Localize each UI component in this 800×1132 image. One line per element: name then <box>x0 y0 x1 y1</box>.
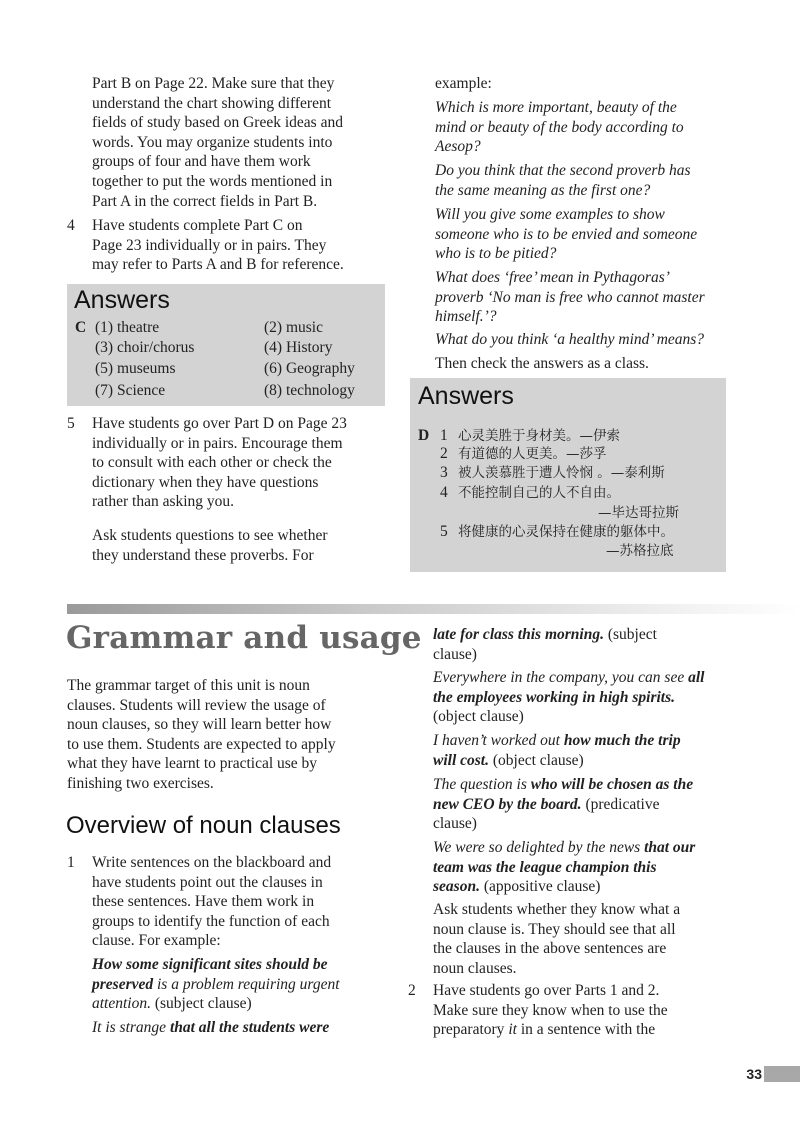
answers-heading: Answers <box>74 286 170 314</box>
clause-text: late for class this morning. <box>433 626 604 643</box>
example-subject-clause-2 <box>92 1018 329 1038</box>
example-label: example: <box>435 75 492 92</box>
example-object-clause-2 <box>433 731 681 770</box>
clause-text: How some significant sites should be <box>92 956 328 973</box>
answer-item: 被人羡慕胜于遭人怜悯 。—泰利斯 <box>458 465 665 481</box>
noun-clause-question <box>433 900 680 978</box>
answer-item: (7) Science <box>95 382 166 399</box>
keyword: it <box>508 1021 517 1039</box>
text-line: who is to be pitied? <box>435 245 557 263</box>
page-number: 33 <box>746 1066 762 1082</box>
answers-label: D <box>418 427 430 444</box>
text-line: Page 23 individually or in pairs. They <box>92 236 327 254</box>
clause-type: (object clause) <box>488 751 584 769</box>
text-line: Aesop? <box>435 138 481 156</box>
step-number: 4 <box>67 217 75 234</box>
text-line: what they have learnt to practical use by <box>67 755 318 773</box>
question-3 <box>435 205 697 264</box>
text-line: mind or beauty of the body according to <box>435 118 684 136</box>
clause-type: (subject clause) <box>150 995 252 1013</box>
step-number: 1 <box>67 854 75 871</box>
text-line: groups to identify the function of each <box>92 912 330 930</box>
text-line: these sentences. Have them work in <box>92 893 315 911</box>
example-object-clause <box>433 668 704 727</box>
clause-text: team was the league champion this <box>433 858 657 876</box>
clause-type: (object clause) <box>433 708 524 726</box>
example-subject-clause-2-cont <box>433 625 657 664</box>
step-number: 2 <box>408 982 416 999</box>
text-line: together to put the words mentioned in <box>92 172 333 190</box>
example-subject-clause <box>92 955 340 1014</box>
text-line: clause. For example: <box>92 932 221 950</box>
answer-number: 2 <box>440 445 448 462</box>
clause-text: will cost. <box>433 751 489 769</box>
answer-item: 有道德的人更美。—莎孚 <box>458 446 607 462</box>
example-appositive-clause <box>433 838 695 897</box>
text-line: Have students complete Part C on <box>92 217 303 234</box>
text-line: words. You may organize students into <box>92 133 333 151</box>
answer-number: 4 <box>440 484 448 501</box>
clause-text: how much the trip <box>563 732 681 749</box>
text-line: What do you think ‘a healthy mind’ means? <box>435 331 705 348</box>
sentence-text: Everywhere in the company, you can see <box>433 669 689 686</box>
answers-heading: Answers <box>418 382 514 410</box>
answer-item: (8) technology <box>264 382 355 399</box>
text-line: himself.’? <box>435 308 497 326</box>
answer-number: 5 <box>440 523 448 540</box>
sentence-text: We were so delighted by the news <box>433 839 645 856</box>
answer-item: (6) Geography <box>264 360 355 377</box>
text-line: groups of four and have them work <box>92 153 311 171</box>
clause-type: (predicative <box>581 795 660 813</box>
answer-item: 将健康的心灵保持在健康的躯体中。 <box>458 524 674 540</box>
answer-item: 心灵美胜于身材美。—伊索 <box>458 428 620 444</box>
text-line: Have students go over Part D on Page 23 <box>92 415 347 432</box>
step-2 <box>408 981 668 1040</box>
text-line: The grammar target of this unit is noun <box>67 677 310 694</box>
part-b-instructions <box>92 74 343 211</box>
text-line: have students point out the clauses in <box>92 873 323 891</box>
text-line: the same meaning as the first one? <box>435 181 651 199</box>
answer-number: 1 <box>440 427 448 444</box>
clause-text: that our <box>644 839 696 856</box>
sentence-text: I haven’t worked out <box>433 732 564 749</box>
answer-attribution: —苏格拉底 <box>606 543 674 559</box>
clause-text: preserved <box>92 975 154 993</box>
answer-item: (2) music <box>264 319 323 336</box>
text-line: Will you give some examples to show <box>435 206 665 223</box>
example-predicative-clause <box>433 775 693 834</box>
check-answers-line: Then check the answers as a class. <box>435 355 649 372</box>
section-divider <box>67 604 800 614</box>
answer-number: 3 <box>440 464 448 481</box>
page-number-bar <box>764 1066 800 1082</box>
text-line: dictionary when they have questions <box>92 473 319 491</box>
clause-text: season. <box>433 878 480 896</box>
text-line: the clauses in the above sentences are <box>433 940 667 958</box>
answer-item: (3) choir/chorus <box>95 339 195 356</box>
clause-text: that all the students were <box>169 1019 330 1036</box>
clause-text: new CEO by the board. <box>433 795 582 813</box>
text-line: What does ‘free’ mean in Pythagoras’ <box>435 269 670 286</box>
sentence-text: It is strange <box>92 1019 170 1036</box>
clause-type: (appositive clause) <box>479 878 601 896</box>
step-number: 5 <box>67 415 75 432</box>
text-line: rather than asking you. <box>92 493 235 511</box>
question-4 <box>435 268 705 327</box>
clause-text: the employees working in high spirits. <box>433 688 676 706</box>
answers-c-box <box>67 284 385 406</box>
text-line: clauses. Students will review the usage of <box>67 696 326 714</box>
clause-type: (subject <box>603 626 657 643</box>
text-line: to use them. Students are expected to apply <box>67 735 336 753</box>
text-line: to consult with each other or check the <box>92 454 332 472</box>
answer-item: (1) theatre <box>95 319 160 336</box>
step-4 <box>67 216 344 275</box>
section-title: Grammar and usage <box>66 620 422 656</box>
text-line: fields of study based on Greek ideas and <box>92 114 343 132</box>
clause-text: all <box>688 669 705 686</box>
step-5 <box>67 414 347 512</box>
text-line: may refer to Parts A and B for reference. <box>92 256 344 274</box>
sentence-text: attention. <box>92 995 151 1013</box>
text-line: Do you think that the second proverb has <box>435 162 691 179</box>
grammar-intro <box>67 676 336 794</box>
question-1 <box>435 98 684 157</box>
text-line: preparatory <box>433 1021 509 1039</box>
text-line: Make sure they know when to use the <box>433 1001 668 1019</box>
answer-attribution: —毕达哥拉斯 <box>598 505 679 521</box>
text-line: Ask students questions to see whether <box>92 527 328 544</box>
text-line: noun clauses, so they will learn better how <box>67 716 332 734</box>
answers-d-box <box>410 378 726 572</box>
answers-label: C <box>75 319 87 336</box>
text-line: Have students go over Parts 1 and 2. <box>433 982 660 999</box>
question-2 <box>435 161 691 200</box>
text-line: understand the chart showing different <box>92 94 332 112</box>
text-line: proverb ‘No man is free who cannot master <box>435 288 705 306</box>
text-line: individually or in pairs. Encourage them <box>92 434 343 452</box>
text-line: noun clauses. <box>433 959 517 977</box>
text-line: Part B on Page 22. Make sure that they <box>92 75 335 92</box>
text-line: Which is more important, beauty of the <box>435 99 677 116</box>
clause-type: clause) <box>433 645 477 663</box>
text-line: they understand these proverbs. For <box>92 546 314 564</box>
question-5 <box>435 330 704 350</box>
clause-text: who will be chosen as the <box>530 776 694 793</box>
text-line: Write sentences on the blackboard and <box>92 854 332 871</box>
answer-item: (5) museums <box>95 360 176 377</box>
subsection-title: Overview of noun clauses <box>66 812 341 839</box>
text-line: finishing two exercises. <box>67 774 214 792</box>
text-line: someone who is to be envied and someone <box>435 225 698 243</box>
answer-item: 不能控制自己的人不自由。 <box>458 485 620 501</box>
answer-item: (4) History <box>264 339 333 356</box>
clause-type: clause) <box>433 815 477 833</box>
text-line: noun clause is. They should see that all <box>433 920 676 938</box>
questions-intro <box>92 526 327 565</box>
sentence-text: is a problem requiring urgent <box>153 975 340 993</box>
text-line: Ask students whether they know what a <box>433 901 681 918</box>
step-1 <box>67 853 331 951</box>
sentence-text: The question is <box>433 776 531 793</box>
text-line: Part A in the correct fields in Part B. <box>92 192 318 210</box>
text-line: in a sentence with the <box>516 1021 656 1039</box>
